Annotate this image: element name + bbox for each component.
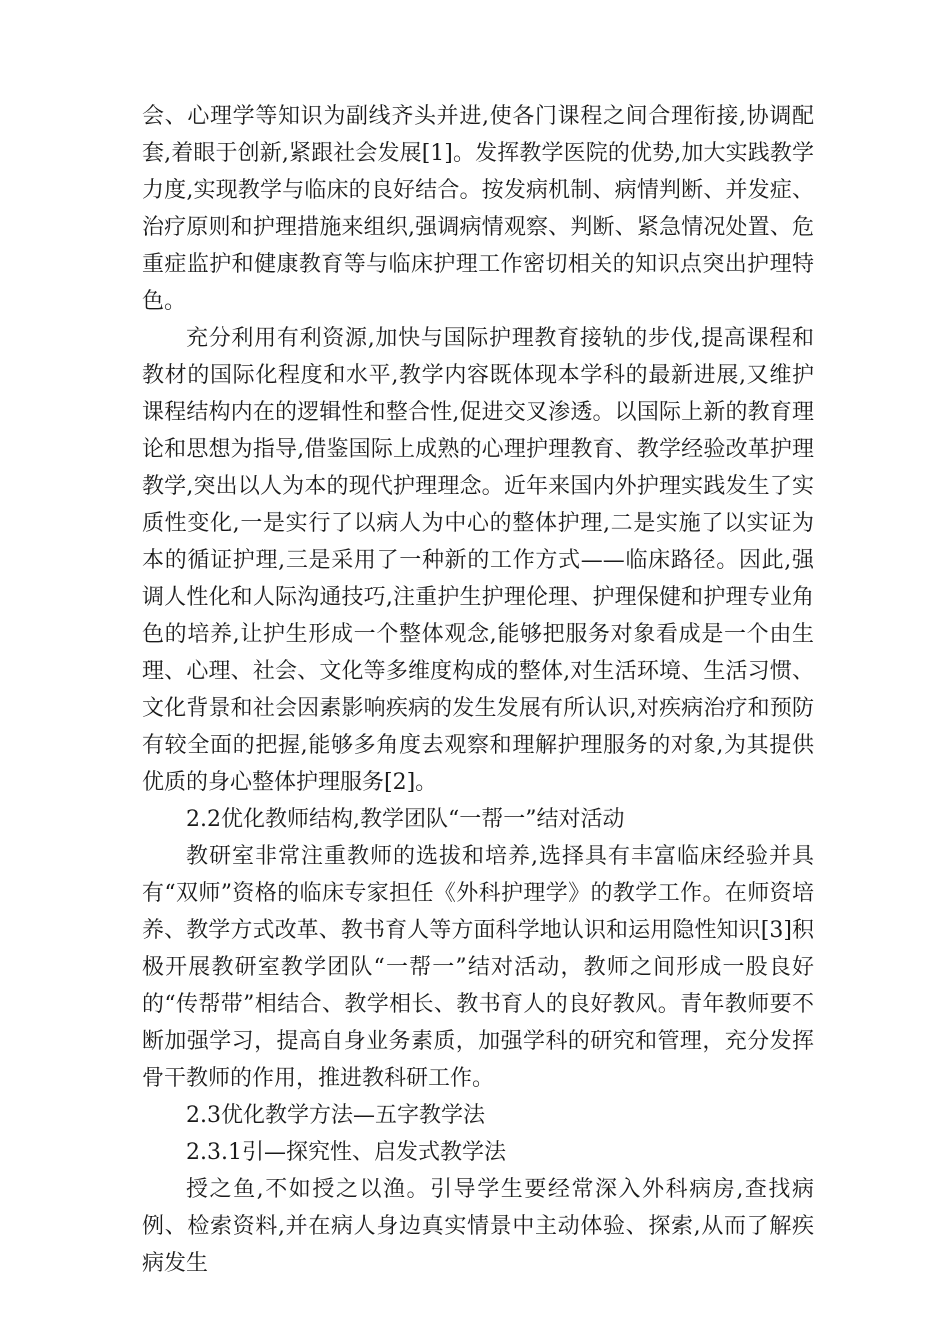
- paragraph-teacher-training: 教研室非常注重教师的选拔和培养,选择具有丰富临床经验并具有“双师”资格的临床专家担任《外科护理学》的教学工作。在师资培养、教学方式改革、教书育人等方面科学地认识和运用隐性知识[3]积极开展教研室教学团队“一帮一”结对活动，教师之间形成一股良好的“传帮带”相结合、教学相长、教书育人的良好教风。青年教师要不断加强学习，提高自身业务素质，加强学科的研究和管理，充分发挥骨干教师的作用，推进教科研工作。: [142, 844, 814, 1091]
- section-heading-2-2: 2.2优化教师结构,教学团队“一帮一”结对活动: [186, 807, 625, 832]
- paragraph-teaching-method: 授之鱼,不如授之以渔。引导学生要经常深入外科病房,查找病例、检索资料,并在病人身边真实情景中主动体验、探索,从而了解疾病发生: [142, 1177, 814, 1276]
- section-heading-2-3: 2.3优化教学方法—五字教学法: [186, 1103, 485, 1128]
- document-body: [142, 98, 814, 1282]
- paragraph-continuation: 会、心理学等知识为副线齐头并进,使各门课程之间合理衔接,协调配套,着眼于创新,紧跟社会发展[1]。发挥教学医院的优势,加大实践教学力度,实现教学与临床的良好结合。按发病机制、病情判断、并发症、治疗原则和护理措施来组织,强调病情观察、判断、紧急情况处置、危重症监护和健康教育等与临床护理工作密切相关的知识点突出护理特色。: [142, 104, 814, 314]
- paragraph-international-resources: 充分利用有利资源,加快与国际护理教育接轨的步伐,提高课程和教材的国际化程度和水平,教学内容既体现本学科的最新进展,又维护课程结构内在的逻辑性和整合性,促进交叉渗透。以国际上新的教育理论和思想为指导,借鉴国际上成熟的心理护理教育、教学经验改革护理教学,突出以人为本的现代护理理念。近年来国内外护理实践发生了实质性变化,一是实行了以病人为中心的整体护理,二是实施了以实证为本的循证护理,三是采用了一种新的工作方式——临床路径。因此,强调人性化和人际沟通技巧,注重护生护理伦理、护理保健和护理专业角色的培养,让护生形成一个整体观念,能够把服务对象看成是一个由生理、心理、社会、文化等多维度构成的整体,对生活环境、生活习惯、文化背景和社会因素影响疾病的发生发展有所认识,对疾病治疗和预防有较全面的把握,能够多角度去观察和理解护理服务的对象,为其提供优质的身心整体护理服务[2]。: [142, 326, 814, 795]
- section-heading-2-3-1: 2.3.1引—探究性、启发式教学法: [186, 1140, 506, 1165]
